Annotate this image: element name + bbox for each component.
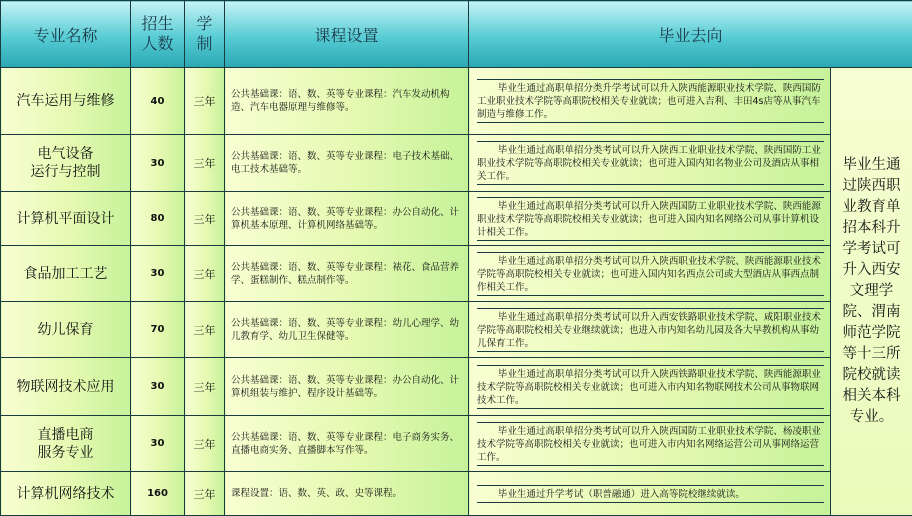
enroll-count: 70: [131, 302, 185, 358]
destination-desc: 毕业生通过高职单招分类考试可以升入陕西工业职业技术学院、陕西国防工业职业技术学院等高职院校相关专业就读；也可进入国内知名物业公司及酒店从事相关工作。: [469, 135, 831, 192]
destination-desc: 毕业生通过高职单招分类考试可以升入陕西铁路职业技术学院、陕西能源职业技术学院等高职院校相关专业就读；也可进入市内知名物联网技术公司从事物联网技术工作。: [469, 358, 831, 416]
major-name: 电气设备 运行与控制: [1, 135, 131, 192]
major-name: 食品加工工艺: [1, 246, 131, 302]
course-desc: 公共基础课：语、数、英等专业课程：电子技术基础、电工技术基础等。: [225, 135, 469, 192]
study-years: 三年: [185, 135, 225, 192]
header-enroll: [131, 1, 185, 68]
study-years: 三年: [185, 246, 225, 302]
table-row: [1, 192, 912, 246]
destination-desc: 毕业生通过高职单招分类升学考试可以升入陕西能源职业技术学院、陕西国防工业职业技术学院等高职院校相关专业就读；也可进入吉利、丰田4s店等从事汽车制造与维修工作。: [469, 68, 831, 135]
study-years: 三年: [185, 302, 225, 358]
enroll-count: 30: [131, 416, 185, 472]
study-years: 三年: [185, 68, 225, 135]
major-name: 物联网技术应用: [1, 358, 131, 416]
header-years-line2: 制: [196, 34, 212, 53]
enroll-count: 30: [131, 246, 185, 302]
header-enroll-line1: 招生: [141, 14, 173, 33]
course-desc: 公共基础课：语、数、英等专业课程：裱花、食品营养学、蛋糕制作、糕点制作等。: [225, 246, 469, 302]
course-desc: 公共基础课：语、数、英等专业课程：汽车发动机构造、汽车电器原理与维修等。: [225, 68, 469, 135]
course-desc: 课程设置：语、数、英、政、史等课程。: [225, 472, 469, 516]
destination-desc: 毕业生通过高职单招分类考试可以升入陕西国防工业职业技术学院、杨凌职业技术学院等高职院校相关专业就读；也可进入市内知名网络运营公司从事网络运营工作。: [469, 416, 831, 472]
enroll-count: 160: [131, 472, 185, 516]
table-row: [1, 135, 912, 192]
header-major: 专业名称: [1, 1, 131, 68]
header-courses: 课程设置: [225, 1, 469, 68]
header-row: [1, 1, 912, 68]
major-name: 计算机平面设计: [1, 192, 131, 246]
study-years: 三年: [185, 472, 225, 516]
table-row: [1, 246, 912, 302]
header-years-line1: 学: [196, 14, 212, 33]
table-row: [1, 358, 912, 416]
destination-desc: 毕业生通过高职单招分类考试可以升入西安铁路职业技术学院、咸阳职业技术学院等高职院校相关专业继续就读；也进入市内知名幼儿园及各大早教机构从事幼儿保育工作。: [469, 302, 831, 358]
table-row: [1, 68, 912, 135]
table-row: [1, 416, 912, 472]
major-name: 汽车运用与维修: [1, 68, 131, 135]
enroll-count: 40: [131, 68, 185, 135]
destination-desc: 毕业生通过高职单招分类考试可以升入陕西职业技术学院、陕西能源职业技术学院等高职院校相关专业就读；也可进入国内知名西点公司或大型酒店从事西点制作相关工作。: [469, 246, 831, 302]
destination-desc: 毕业生通过升学考试（职普融通）进入高等院校继续就读。: [469, 472, 831, 516]
course-desc: 公共基础课：语、数、英等专业课程：电子商务实务、直播电商实务、直播脚本写作等。: [225, 416, 469, 472]
header-destination: 毕业去向: [469, 1, 912, 68]
course-desc: 公共基础课：语、数、英等专业课程：办公自动化、计算机基本原理、计算机网络基础等。: [225, 192, 469, 246]
major-name: 幼儿保育: [1, 302, 131, 358]
header-years: [185, 1, 225, 68]
major-name: 直播电商 服务专业: [1, 416, 131, 472]
enroll-count: 30: [131, 135, 185, 192]
course-desc: 公共基础课：语、数、英等专业课程：幼儿心理学、幼儿教育学、幼儿卫生保健等。: [225, 302, 469, 358]
side-note: 毕业生通过陕西职业教育单招本科升学考试可升入西安文理学院、渭南师范学院等十三所院校就读相关本科专业。: [831, 68, 912, 516]
major-name: 计算机网络技术: [1, 472, 131, 516]
enroll-count: 30: [131, 358, 185, 416]
destination-desc: 毕业生通过高职单招分类考试可以升入陕西国防工业职业技术学院、陕西能源职业技术学院等高职院校相关专业就读；也可进入国内知名网络公司从事计算机设计相关工作。: [469, 192, 831, 246]
header-enroll-line2: 人数: [141, 34, 173, 53]
table-row: [1, 302, 912, 358]
study-years: 三年: [185, 358, 225, 416]
study-years: 三年: [185, 416, 225, 472]
enroll-count: 80: [131, 192, 185, 246]
study-years: 三年: [185, 192, 225, 246]
course-desc: 公共基础课：语、数、英等专业课程：办公自动化、计算机组装与维护、程序设计基础等。: [225, 358, 469, 416]
